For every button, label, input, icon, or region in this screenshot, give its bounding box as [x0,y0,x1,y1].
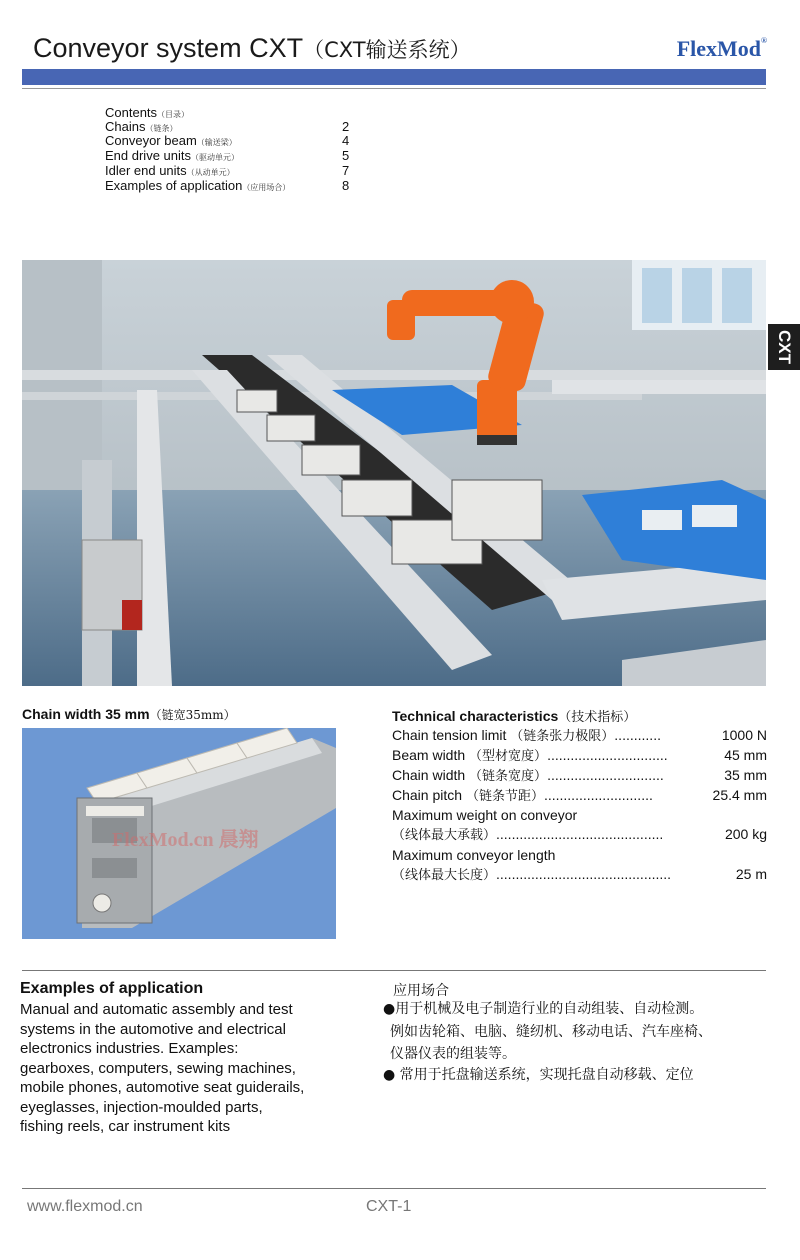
toc-label: Conveyor beam [105,133,197,148]
spec-max-weight-label [392,806,767,824]
toc-page: 4 [342,133,350,148]
chain-caption-zh: （链宽35mm） [149,708,236,722]
toc-page: 8 [342,178,350,193]
examples-line: fishing reels, car instrument kits [20,1118,231,1135]
footer-url[interactable]: www.flexmod.cn [27,1198,143,1215]
watermark-text: FlexMod.cn 晨翔 [112,829,259,851]
toc-label-zh: （驱动单元） [191,153,239,162]
spec-row-max-weight [392,825,767,843]
examples-line: eyeglasses, injection-moulded parts, [20,1098,263,1116]
toc-label: Idler end units [105,163,187,178]
spec-label: Maximum conveyor length [392,847,556,863]
examples-line: mobile phones, automotive seat guiderails, [20,1079,305,1096]
spec-leader: ............................ [543,787,653,803]
spec-leader: ............................... [547,747,668,763]
toc-label: End drive units [105,148,191,163]
contents-heading-text: Contents [105,105,158,120]
technical-title-zh: （技术指标） [558,710,637,725]
examples-title: Examples of application [20,980,204,997]
examples-line: Manual and automatic assembly and test [20,1001,293,1018]
beam-profile-illustration [22,728,336,939]
title-zh: （CXT输送系统） [303,38,471,62]
factory-scene-illustration [22,260,766,686]
toc-label-zh: （从动单元） [186,168,235,177]
chain-profile-photo [22,728,336,939]
examples-line: systems in the automotive and electrical [20,1020,286,1038]
spec-label-zh: （型材宽度） [469,749,548,764]
technical-title [392,706,636,725]
footer-page-number: CXT-1 [366,1198,412,1215]
examples-zh-line: ● 常用于托盘输送系统，实现托盘自动移载、定位 [383,1067,694,1083]
examples-zh-line: ●用于机械及电子制造行业的自动组装、自动检测。 [383,1001,704,1017]
spec-value: 45 mm [724,747,767,763]
spec-row-tension [392,726,767,744]
toc-label-zh: （应用场合） [242,183,291,192]
spec-label: Maximum weight on conveyor [392,807,578,823]
toc-item-examples[interactable] [105,179,355,195]
spec-label-zh: （链条张力极限） [510,729,615,744]
examples-zh-line: 仪器仪表的组装等。 [390,1046,516,1062]
spec-value: 1000 N [721,727,767,743]
spec-label: Chain pitch [392,787,463,803]
spec-label-zh: （线体最大长度） [392,868,497,883]
examples-zh-line: 例如齿轮箱、电脑、缝纫机、移动电话、汽车座椅、 [390,1024,712,1040]
toc-label-zh: （链条） [145,124,178,133]
spec-label-zh: （线体最大承载） [392,828,497,843]
chain-width-caption [22,706,236,723]
section-tab-label: CXT [775,330,794,364]
section-divider [22,970,766,971]
spec-leader: ............ [614,727,661,743]
title-en: Conveyor system CXT [33,33,304,63]
technical-title-en: Technical characteristics [392,708,559,724]
spec-leader: .............................. [547,767,664,783]
toc-label: Chains [105,119,146,134]
contents-heading-zh: （目录） [157,110,190,119]
spec-label-zh: （链条节距） [465,789,544,804]
toc-label: Examples of application [105,178,243,193]
header-bar [22,69,766,85]
spec-row-beam-width [392,746,767,764]
spec-value: 25.4 mm [712,787,767,803]
spec-row-chain-width [392,766,767,784]
chain-caption-en: Chain width 35 mm [22,706,150,722]
toc-page: 5 [342,148,350,163]
factory-conveyor-photo [22,260,766,686]
examples-text [20,1000,350,1137]
spec-row-max-length [392,865,767,883]
page-title [33,33,471,64]
spec-value: 200 kg [724,826,767,842]
toc-label-zh: （输送梁） [196,138,237,147]
spec-label: Chain width [392,767,466,783]
spec-value: 25 m [735,866,767,882]
toc-page: 2 [342,119,350,134]
spec-value: 35 mm [724,767,767,783]
header-divider [22,88,766,89]
toc-page: 7 [342,163,350,178]
spec-max-length-label [392,846,767,864]
spec-label: Beam width [392,747,466,763]
spec-row-chain-pitch [392,786,767,804]
examples-line: gearboxes, computers, sewing machines, [20,1059,296,1077]
section-tab-cxt [768,324,800,370]
spec-leader: ............................................. [496,866,672,882]
spec-leader: ........................................... [496,826,664,842]
spec-label: Chain tension limit [392,727,507,743]
flexmod-logo [677,36,767,62]
spec-label-zh: （链条宽度） [469,769,548,784]
examples-line: electronics industries. Examples: [20,1040,239,1057]
examples-zh-title: 应用场合 [393,983,449,999]
logo-text: FlexMod [676,36,762,61]
footer-divider [22,1188,766,1189]
logo-registered-mark: ® [761,36,767,45]
